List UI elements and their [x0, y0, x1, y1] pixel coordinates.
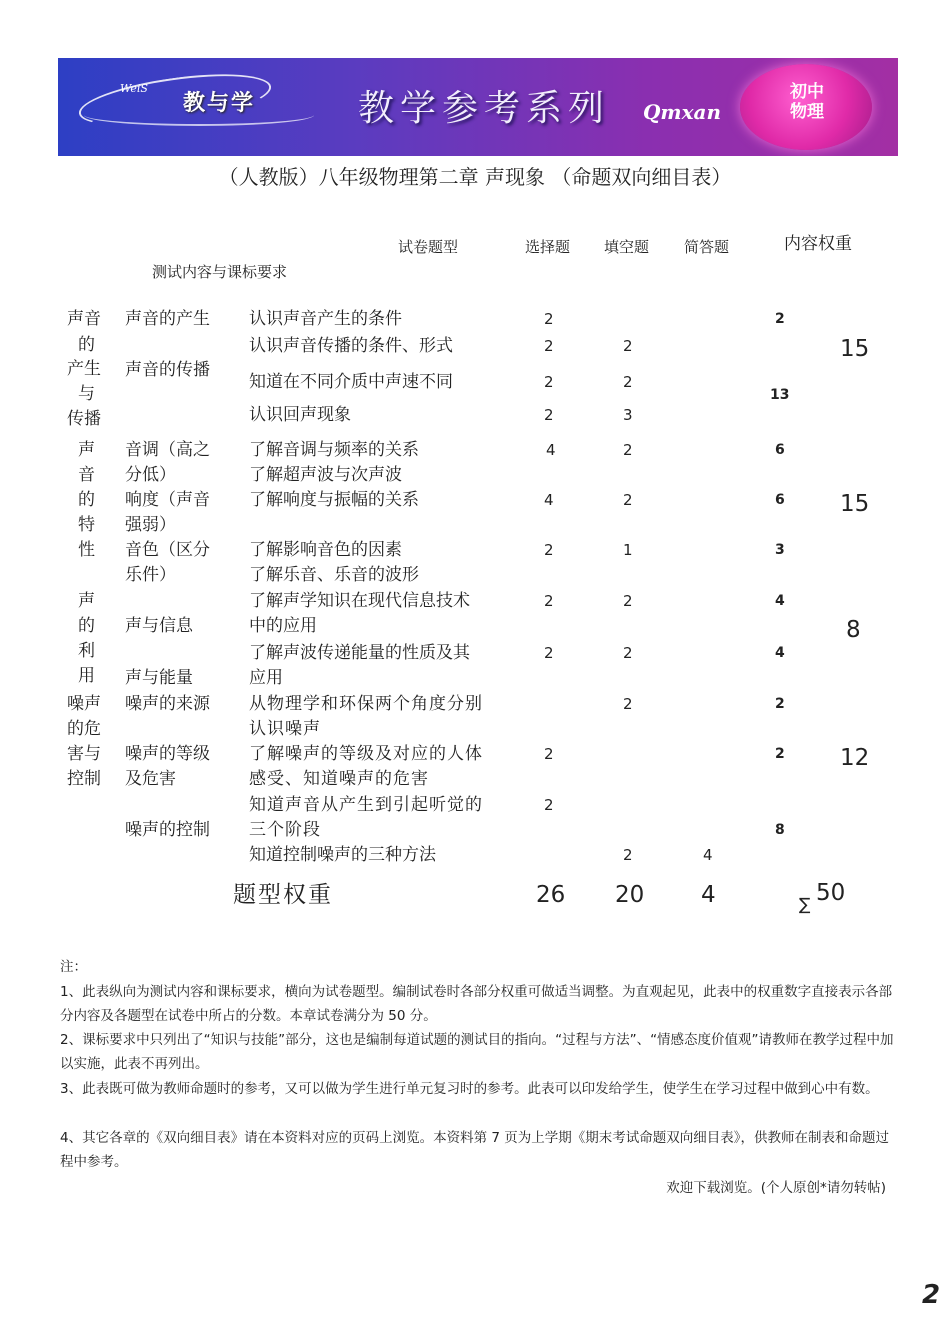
topic-text: 了解乐音、乐音的波形 [249, 565, 419, 585]
category-line: 声 [78, 440, 95, 460]
topic-text: 应用 [249, 668, 283, 688]
choice-score: 4 [544, 491, 554, 509]
subcategory: 响度（声音 [125, 490, 210, 510]
footer-note: 欢迎下载浏览。(个人原创*请勿转帖) [666, 1180, 886, 1196]
topic-text: 了解声波传递能量的性质及其 [249, 643, 470, 663]
category-line: 声 [78, 591, 95, 611]
banner-left-text: 教与学 [183, 91, 256, 116]
fill-score: 2 [623, 441, 633, 459]
total-short: 4 [701, 882, 716, 908]
choice-score: 2 [544, 745, 554, 763]
category-line: 性 [78, 540, 95, 560]
fill-score: 2 [623, 644, 633, 662]
banner-title: 教学参考系列 [358, 88, 611, 129]
topic-text: 三个阶段 [249, 820, 321, 840]
category-line: 利 [78, 641, 95, 661]
category-line: 用 [78, 666, 95, 686]
subtotal: 2 [775, 311, 785, 327]
choice-score: 2 [544, 310, 554, 328]
header-banner [58, 58, 898, 156]
choice-score: 4 [546, 441, 556, 459]
choice-score: 2 [544, 373, 554, 391]
subcategory: 乐件） [125, 565, 176, 585]
notes-head: 注： [60, 959, 87, 975]
topic-text: 感受、知道噪声的危害 [249, 769, 429, 789]
category-line: 的 [78, 616, 95, 636]
category-line: 特 [78, 515, 95, 535]
fill-score: 2 [623, 337, 633, 355]
header-col-fill: 填空题 [604, 238, 650, 256]
topic-text: 认识声音传播的条件、形式 [249, 336, 453, 356]
subtotal: 2 [775, 746, 785, 762]
subcategory: 噪声的控制 [125, 820, 210, 840]
page-number: 2 [922, 1280, 941, 1310]
topic-text: 从物理学和环保两个角度分别 [249, 694, 483, 714]
grand-total: 50 [816, 880, 846, 906]
fill-score: 2 [623, 592, 633, 610]
category-line: 声音 [67, 309, 101, 329]
category-line: 与 [78, 384, 95, 404]
content-weight: 12 [840, 745, 870, 771]
subcategory: 声音的产生 [125, 309, 210, 329]
topic-text: 了解音调与频率的关系 [249, 440, 419, 460]
subcategory: 分低） [125, 465, 176, 485]
subtotal: 8 [775, 822, 785, 838]
header-col-weight: 内容权重 [784, 234, 852, 254]
banner-signature: Qmxan [643, 100, 722, 124]
header-col-choice: 选择题 [525, 238, 571, 256]
subcategory: 强弱） [125, 515, 176, 535]
topic-text: 认识回声现象 [249, 405, 351, 425]
header-content-label: 测试内容与课标要求 [152, 263, 288, 281]
subtotal: 2 [775, 696, 785, 712]
topic-text: 知道控制噪声的三种方法 [249, 845, 436, 865]
subcategory: 声与能量 [125, 668, 193, 688]
swoosh-text: WeiS [120, 82, 148, 95]
choice-score: 2 [544, 592, 554, 610]
fill-score: 2 [623, 491, 633, 509]
subcategory: 噪声的等级 [125, 744, 210, 764]
short-score: 4 [703, 846, 713, 864]
note-item: 4、其它各章的《双向细目表》请在本资料对应的页码上浏览。本资料第 7 页为上学期《期末考试命题双向细目表》，供教师在制表和命题过程中参考。 [60, 1130, 890, 1170]
subtotal: 6 [775, 442, 785, 458]
badge-circle [740, 64, 872, 150]
subtotal: 6 [775, 492, 785, 508]
topic-text: 了解声学知识在现代信息技术 [249, 591, 470, 611]
badge-text: 初中物理 [790, 82, 824, 122]
category-line: 的 [78, 490, 95, 510]
subtotal: 4 [775, 593, 785, 609]
category-line: 控制 [67, 769, 101, 789]
subtotal: 4 [775, 645, 785, 661]
fill-score: 2 [623, 373, 633, 391]
totals-label: 题型权重 [233, 882, 333, 908]
topic-text: 知道声音从产生到引起听觉的 [249, 795, 483, 815]
fill-score: 2 [623, 846, 633, 864]
choice-score: 2 [544, 337, 554, 355]
category-line: 音 [78, 465, 95, 485]
category-line: 产生 [67, 359, 101, 379]
content-weight: 8 [846, 617, 861, 643]
category-line: 传播 [67, 409, 101, 429]
category-line: 噪声 [67, 694, 101, 714]
fill-score: 3 [623, 406, 633, 424]
category-line: 的危 [67, 719, 101, 739]
topic-text: 了解超声波与次声波 [249, 465, 402, 485]
topic-text: 了解噪声的等级及对应的人体 [249, 744, 483, 764]
subcategory: 声音的传播 [125, 360, 210, 380]
note-item: 2、课标要求中只列出了“知识与技能”部分，这也是编制每道试题的测试目的指向。“过程与方法”、“情感态度价值观”请教师在教学过程中加以实施，此表不再列出。 [60, 1032, 894, 1072]
topic-text: 知道在不同介质中声速不同 [249, 372, 453, 392]
subcategory: 及危害 [125, 769, 176, 789]
topic-text: 了解影响音色的因素 [249, 540, 402, 560]
topic-text: 了解响度与振幅的关系 [249, 490, 419, 510]
content-weight: 15 [840, 491, 870, 517]
choice-score: 2 [544, 541, 554, 559]
choice-score: 2 [544, 406, 554, 424]
subcategory: 音调（高之 [125, 440, 210, 460]
subtotal: 13 [770, 387, 790, 403]
topic-text: 中的应用 [249, 616, 317, 636]
topic-text: 认识声音产生的条件 [249, 309, 402, 329]
category-line: 的 [78, 335, 95, 355]
header-col-short: 简答题 [684, 238, 730, 256]
subcategory: 音色（区分 [125, 540, 210, 560]
note-item: 3、此表既可做为教师命题时的参考，又可以做为学生进行单元复习时的参考。此表可以印发给学生，使学生在学习过程中做到心中有数。 [60, 1081, 879, 1097]
subcategory: 噪声的来源 [125, 694, 210, 714]
total-fill: 20 [615, 882, 645, 908]
category-line: 害与 [67, 744, 101, 764]
fill-score: 1 [623, 541, 633, 559]
total-choice: 26 [536, 882, 566, 908]
fill-score: 2 [623, 695, 633, 713]
header-type-label: 试卷题型 [398, 238, 459, 256]
subtotal: 3 [775, 542, 785, 558]
note-item: 1、此表纵向为测试内容和课标要求，横向为试卷题型。编制试卷时各部分权重可做适当调整。为直观起见，此表中的权重数字直接表示各部分内容及各题型在试卷中所占的分数。本章试卷满分为 50 分。 [60, 984, 893, 1024]
subcategory: 声与信息 [125, 616, 193, 636]
sigma-icon: ∑ [799, 895, 811, 915]
page-title: （人教版）八年级物理第二章 声现象 （命题双向细目表） [218, 165, 732, 189]
content-weight: 15 [840, 336, 870, 362]
choice-score: 2 [544, 644, 554, 662]
choice-score: 2 [544, 796, 554, 814]
topic-text: 认识噪声 [249, 719, 321, 739]
